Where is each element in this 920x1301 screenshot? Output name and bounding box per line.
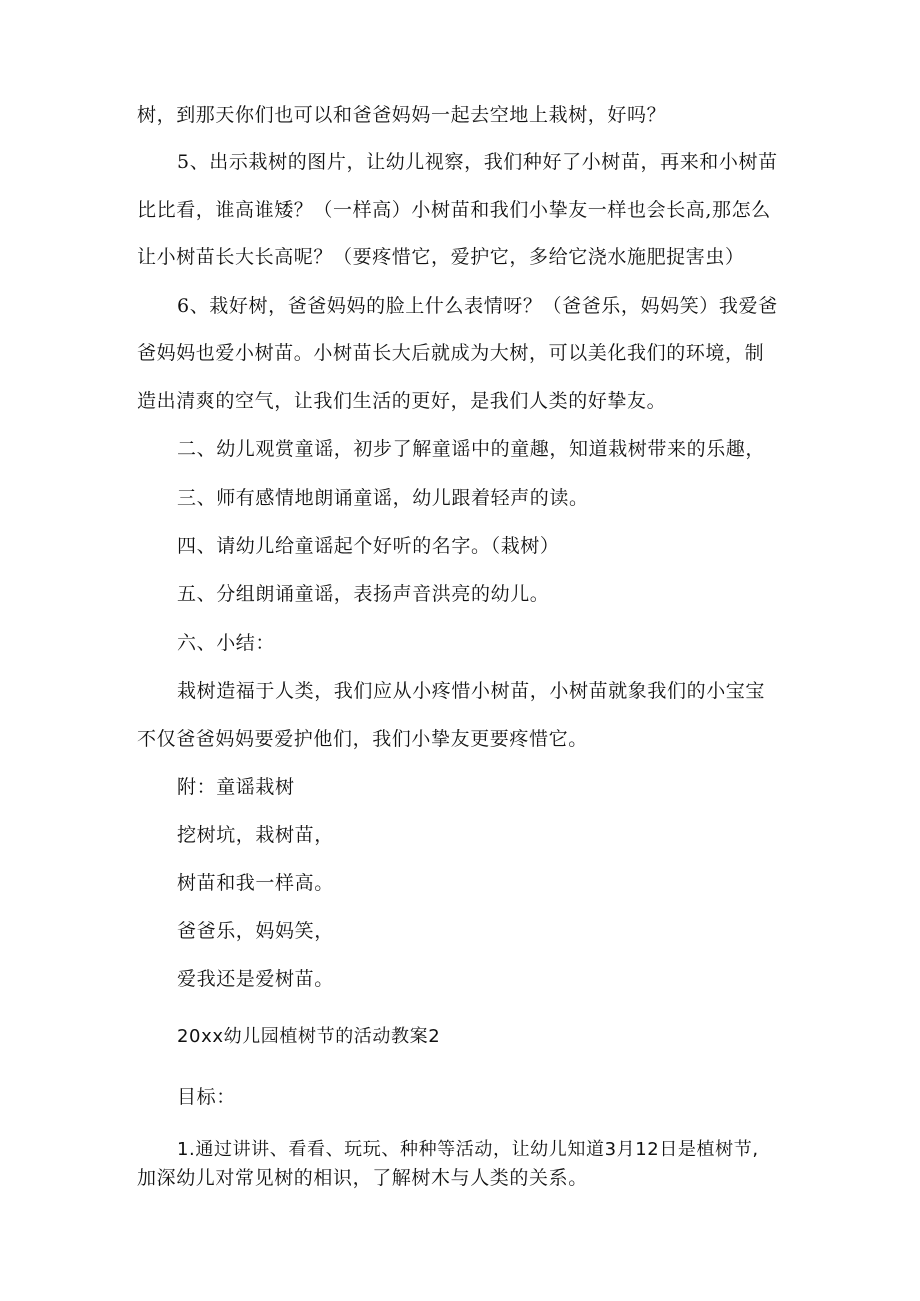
paragraph-line: 1.通过讲讲、看看、玩玩、种种等活动，让幼儿知道3月12日是植树节, xyxy=(177,1139,759,1160)
paragraph-line: 比比看，谁高谁矮？（一样高）小树苗和我们小挚友一样也会长高,那怎么 xyxy=(137,199,771,221)
paragraph-line: 六、小结： xyxy=(177,632,276,654)
paragraph-line: 让小树苗长大长高呢？（要疼惜它，爱护它，多给它浇水施肥捉害虫） xyxy=(137,246,745,268)
section-heading: 20xx幼儿园植树节的活动教案2 xyxy=(177,1026,441,1047)
paragraph-line: 四、请幼儿给童谣起个好听的名字。（栽树） xyxy=(177,535,560,557)
paragraph-line: 三、师有感情地朗诵童谣，幼儿跟着轻声的读。 xyxy=(177,487,589,509)
paragraph-line: 6、栽好树，爸爸妈妈的脸上什么表情呀？（爸爸乐，妈妈笑）我爱爸 xyxy=(177,295,778,317)
paragraph-line: 栽树造福于人类，我们应从小疼惜小树苗，小树苗就象我们的小宝宝 xyxy=(177,680,766,702)
paragraph-line: 附：童谣栽树 xyxy=(177,776,295,798)
poem-line: 挖树坑，栽树苗， xyxy=(177,824,334,846)
paragraph-line: 加深幼儿对常见树的相识，了解树木与人类的关系。 xyxy=(137,1167,588,1189)
paragraph-line: 不仅爸爸妈妈要爱护他们，我们小挚友更要疼惜它。 xyxy=(137,728,588,750)
poem-line: 爸爸乐，妈妈笑， xyxy=(177,920,334,942)
paragraph-line: 5、出示栽树的图片，让幼儿视察，我们种好了小树苗，再来和小树苗 xyxy=(177,151,778,173)
paragraph-line: 爸妈妈也爱小树苗。小树苗长大后就成为大树，可以美化我们的环境，制 xyxy=(137,342,765,364)
paragraph-line: 目标： xyxy=(177,1086,236,1108)
paragraph-line: 五、分组朗诵童谣，表扬声音洪亮的幼儿。 xyxy=(177,583,550,605)
paragraph-line: 树，到那天你们也可以和爸爸妈妈一起去空地上栽树，好吗？ xyxy=(137,104,667,126)
paragraph-line: 二、幼儿观赏童谣，初步了解童谣中的童趣，知道栽树带来的乐趣， xyxy=(177,438,766,460)
poem-line: 树苗和我一样高。 xyxy=(177,872,334,894)
poem-line: 爱我还是爱树苗。 xyxy=(177,968,334,990)
paragraph-line: 造出清爽的空气，让我们生活的更好，是我们人类的好挚友。 xyxy=(137,390,667,412)
